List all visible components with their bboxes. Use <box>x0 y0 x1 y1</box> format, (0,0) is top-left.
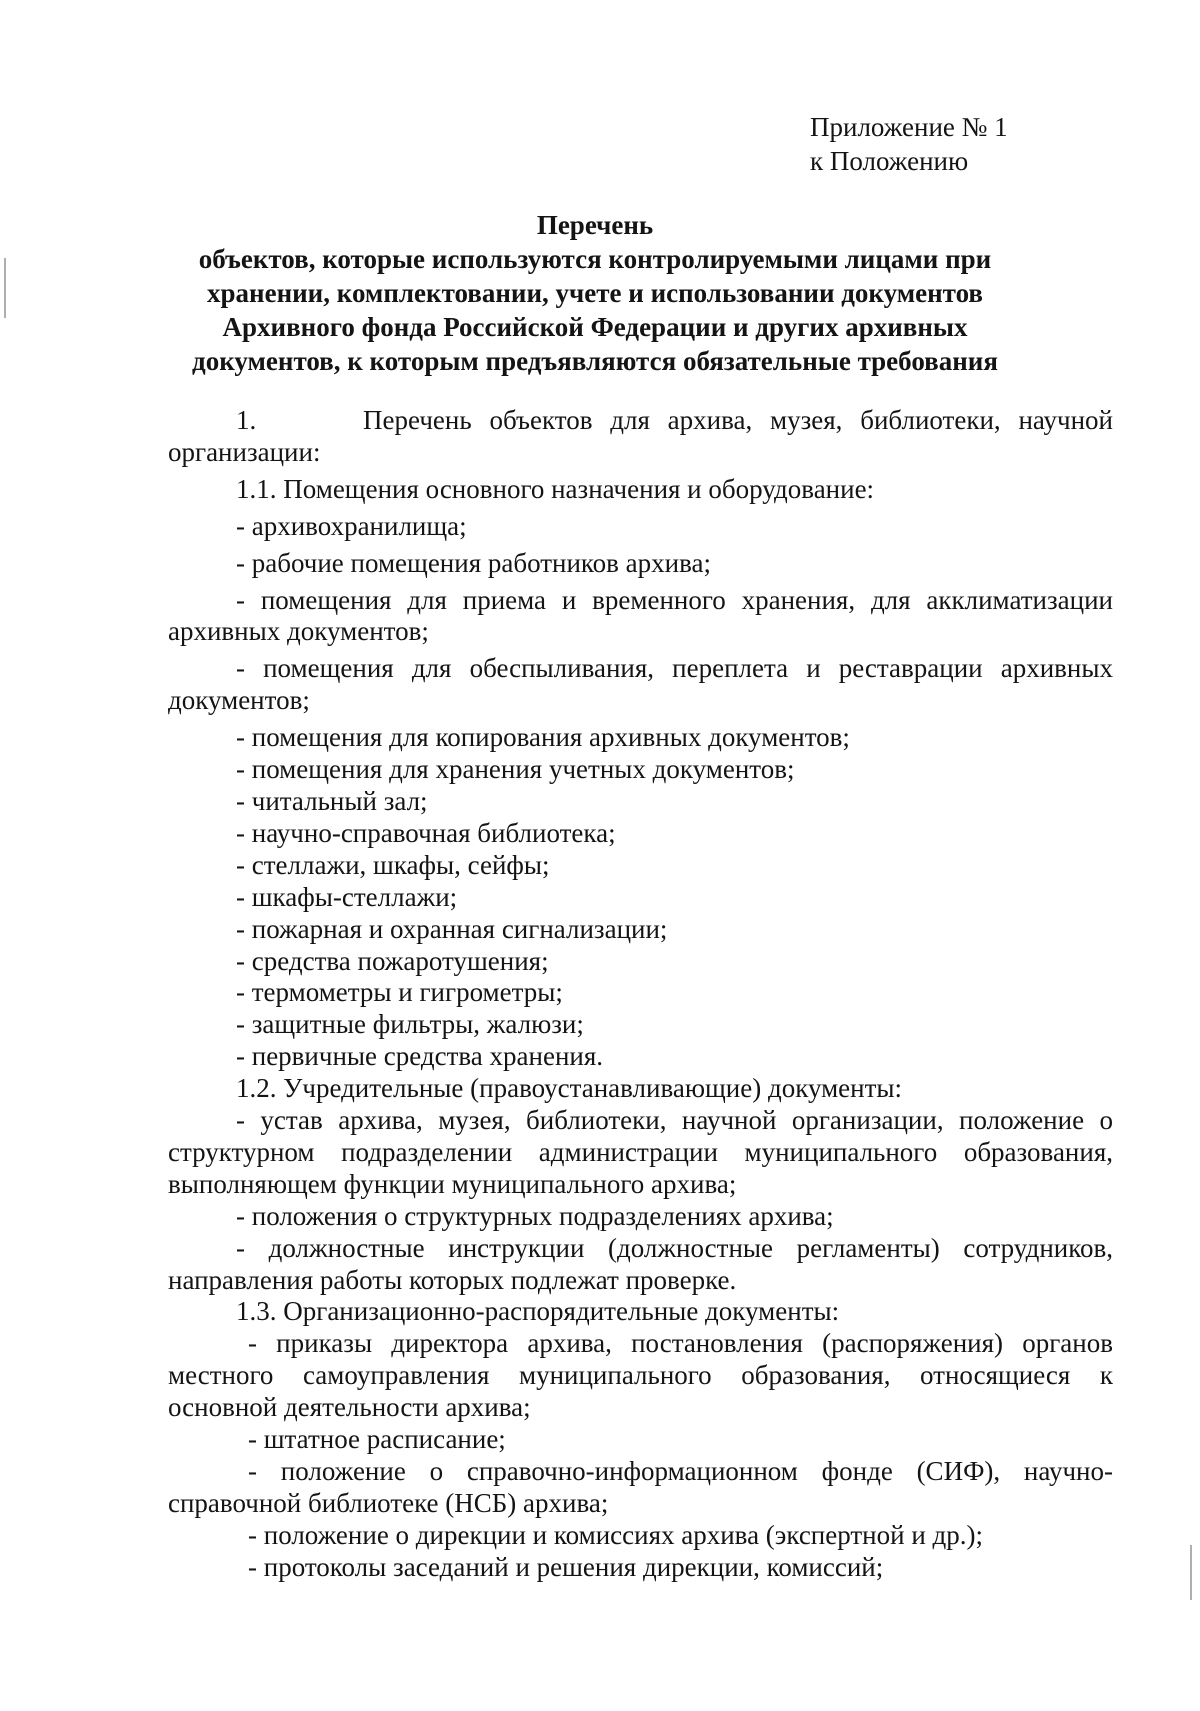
list-item: - рабочие помещения работников архива; <box>236 547 711 578</box>
list-item: - помещения для обеспыливания, переплета и реставрации архивных документов; <box>168 653 1113 716</box>
scan-edge-mark <box>4 258 6 318</box>
list-item: - протоколы заседаний и решения дирекции, комиссий; <box>248 1551 884 1582</box>
section-heading: 1. Перечень объектов для архива, музея, библиотеки, научной организации: <box>168 405 1120 467</box>
list-item: - устав архива, музея, библиотеки, научной организации, положение о структурном подразделении администрации муниципального образования, выполняющем функции муниципального архива; <box>168 1105 1113 1199</box>
appendix-header <box>810 110 1008 178</box>
title-line: Перечень <box>536 210 654 240</box>
list-item: - положение о дирекции и комиссиях архива (экспертной и др.); <box>248 1519 984 1550</box>
list-item: - помещения для хранения учетных документов; <box>236 754 795 785</box>
list-item: - защитные фильтры, жалюзи; <box>236 1009 584 1040</box>
subsection-heading: 1.1. Помещения основного назначения и оборудование: <box>236 473 875 504</box>
title-line: хранении, комплектовании, учете и использовании документов <box>207 278 983 308</box>
list-item: - архивохранилища; <box>236 510 467 541</box>
document-title <box>180 208 1010 378</box>
list-item: - читальный зал; <box>236 785 428 816</box>
list-item: - штатное расписание; <box>248 1424 506 1455</box>
subsection-heading: 1.3. Организационно-распорядительные документы: <box>236 1296 840 1327</box>
list-item: - помещения для приема и временного хранения, для акклиматизации архивных документов; <box>168 584 1113 647</box>
document-body <box>168 405 1120 1584</box>
list-item: - первичные средства хранения. <box>236 1041 604 1072</box>
title-line: Архивного фонда Российской Федерации и других архивных <box>222 312 968 342</box>
appendix-number: Приложение № 1 <box>810 112 1008 142</box>
list-item: - шкафы-стеллажи; <box>236 881 458 912</box>
title-line: документов, к которым предъявляются обязательные требования <box>192 346 998 376</box>
list-item: - положения о структурных подразделениях архива; <box>236 1200 834 1231</box>
list-item: - должностные инструкции (должностные регламенты) сотрудников, направления работы которых подлежат проверке. <box>168 1232 1113 1295</box>
list-item: - положение о справочно-информационном фонде (СИФ), научно-справочной библиотеке (НСБ) архива; <box>168 1456 1113 1518</box>
list-item: - стеллажи, шкафы, сейфы; <box>236 849 550 880</box>
list-item: - термометры и гигрометры; <box>236 977 563 1008</box>
list-item: - научно-справочная библиотека; <box>236 817 616 848</box>
list-item: - средства пожаротушения; <box>236 945 549 976</box>
list-item: - помещения для копирования архивных документов; <box>236 722 850 753</box>
appendix-reference: к Положению <box>810 146 969 176</box>
list-item: - приказы директора архива, постановления (распоряжения) органов местного самоуправления муниципального образования, относящиеся к основной деятельности архива; <box>168 1328 1113 1423</box>
list-item: - пожарная и охранная сигнализации; <box>236 913 668 944</box>
subsection-heading: 1.2. Учредительные (правоустанавливающие) документы: <box>236 1073 903 1104</box>
title-line: объектов, которые используются контролируемыми лицами при <box>198 244 992 274</box>
scan-edge-mark <box>1190 1545 1192 1600</box>
